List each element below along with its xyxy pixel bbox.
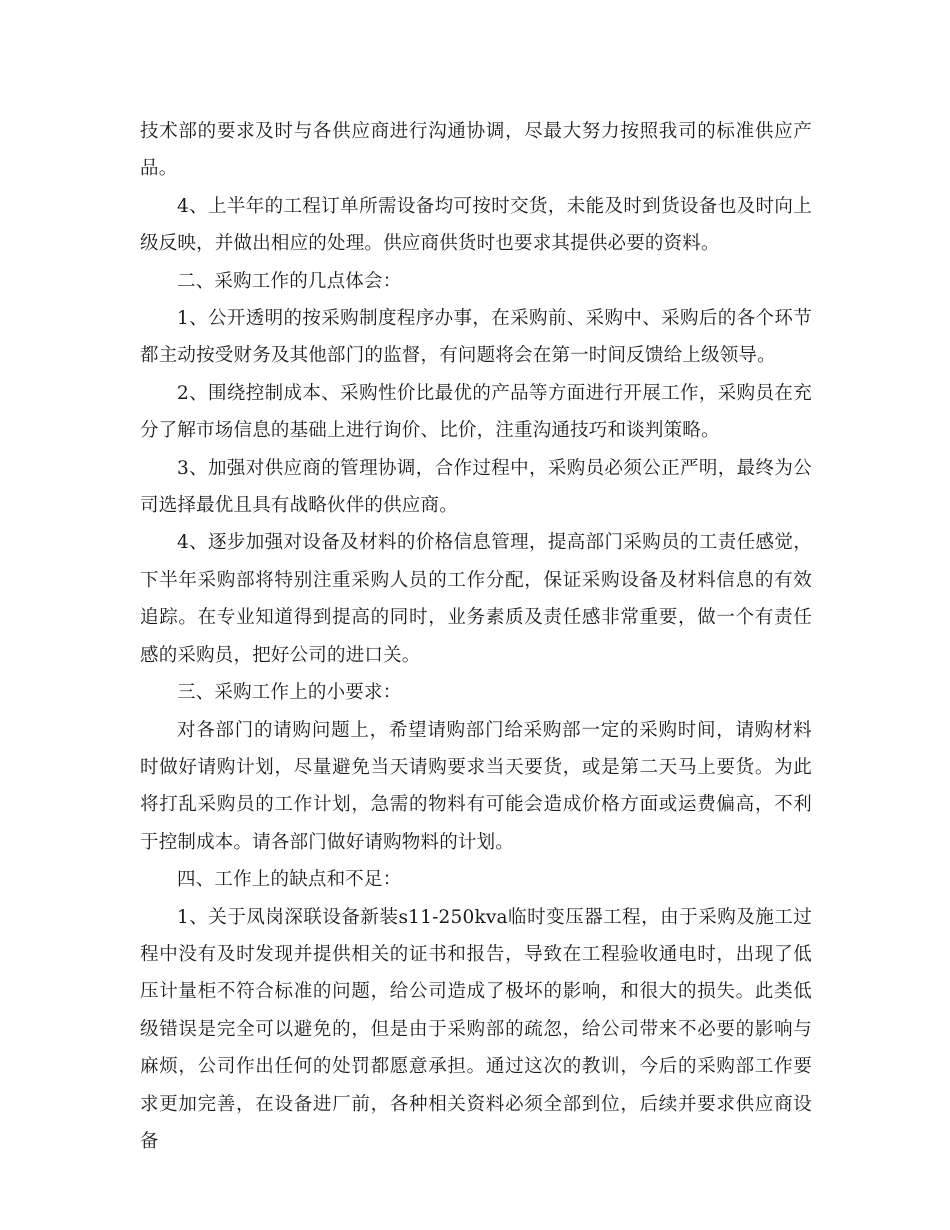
section-heading-shortcomings: 四、工作上的缺点和不足： (177, 869, 402, 891)
paragraph-continuation: 技术部的要求及时与各供应商进行沟通协调，尽最大努力按照我司的标准供应产品。 (140, 121, 812, 180)
paragraph-item-1-transparency: 1、公开透明的按采购制度程序办事，在采购前、采购中、采购后的各个环节都主动按受财务及其他部门的监督，有问题将会在第一时间反馈给上级领导。 (140, 308, 812, 367)
paragraph-item-4-delivery: 4、上半年的工程订单所需设备均可按时交货，未能及时到货设备也及时向上级反映，并做出相应的处理。供应商供货时也要求其提供必要的资料。 (140, 195, 812, 255)
paragraph-request-details: 对各部门的请购问题上，希望请购部门给采购部一定的采购时间，请购材料时做好请购计划，尽量避免当天请购要求当天要货，或是第二天马上要货。为此将打乱采购员的工作计划，急需的物料有可能会造成价格方面或运费偏高，不利于控制成本。请各部门做好请购物料的计划。 (140, 719, 812, 853)
document-body (140, 113, 812, 1160)
section-heading-requests: 三、采购工作上的小要求： (177, 682, 402, 704)
paragraph-item-4-price-information: 4、逐步加强对设备及材料的价格信息管理，提高部门采购员的工责任感觉，下半年采购部将特别注重采购人员的工作分配，保证采购设备及材料信息的有效追踪。在专业知道得到提高的同时，业务素质及责任感非常重要，做一个有责任感的采购员，把好公司的进口关。 (140, 532, 812, 666)
paragraph-item-3-supplier-management: 3、加强对供应商的管理协调，合作过程中，采购员必须公正严明，最终为公司选择最优且具有战略伙伴的供应商。 (140, 457, 812, 517)
paragraph-item-2-cost-control: 2、围绕控制成本、采购性价比最优的产品等方面进行开展工作，采购员在充分了解市场信息的基础上进行询价、比价，注重沟通技巧和谈判策略。 (140, 382, 812, 442)
paragraph-item-1-transformer-project: 1、关于凤岗深联设备新装s11-250kva临时变压器工程，由于采购及施工过程中没有及时发现并提供相关的证书和报告，导致在工程验收通电时，出现了低压计量柜不符合标准的问题，给公司造成了极坏的影响，和很大的损失。此类低级错误是完全可以避免的，但是由于采购部的疏忽，给公司带来不必要的影响与麻烦，公司作出任何的处罚都愿意承担。通过这次的教训，今后的采购部工作要求更加完善，在设备进厂前，各种相关资料必须全部到位，后续并要求供应商设备 (140, 906, 812, 1152)
section-heading-experience: 二、采购工作的几点体会： (177, 270, 402, 292)
